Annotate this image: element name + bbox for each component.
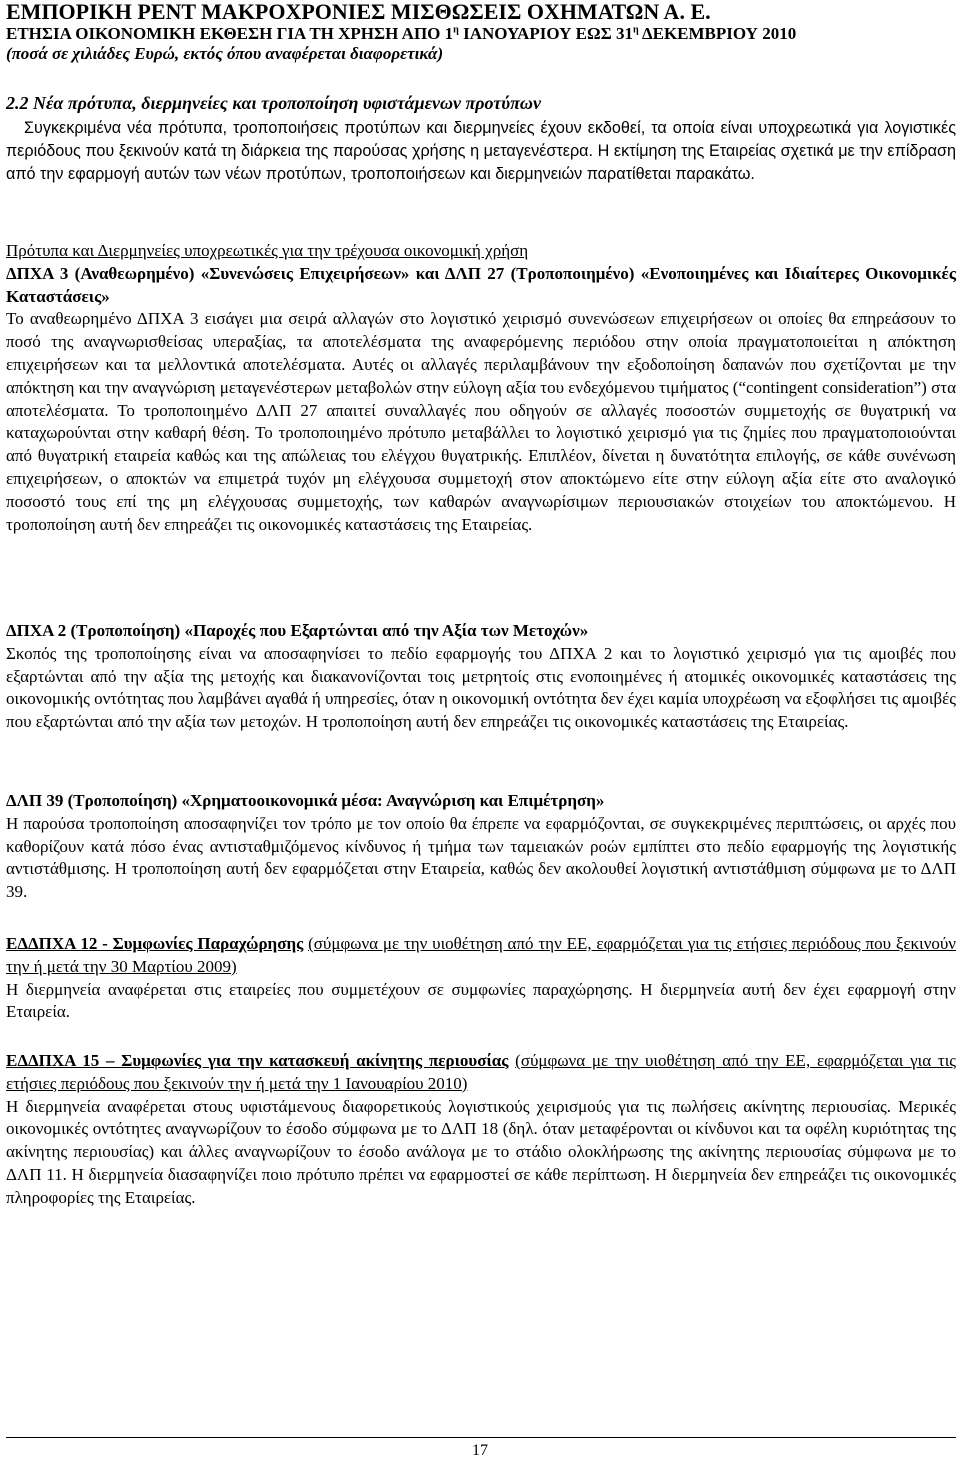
ifrs3-body: Το αναθεωρημένο ΔΠΧΑ 3 εισάγει μια σειρά αλλαγών στο λογιστικό χειρισμό συνενώσεων επιχειρήσεων οι οποίες θα επηρεάσουν το ποσό της αναγνωρισθείσας υπεραξίας, τα αποτελέσματα της αναφερόμενης περιόδου στην οποία πραγματοποιείται η απόκτηση επιχειρήσεων και τα μελλοντικά αποτελέσματα. Αυτές οι αλλαγές περιλαμβάνουν την εξοδοποίηση δαπανών που σχετίζονται με την απόκτηση και την αναγνώριση μεταγενέστερων μεταβολών στην εύλογη αξία του ενδεχόμενου τιμήματος (“contingent consideration”) στα αποτελέσματα. Το τροποποιημένο ΔΛΠ 27 απαιτεί συναλλαγές που οδηγούν σε αλλαγές ποσοστών συμμετοχής σε θυγατρική να καταχωρούνται στην καθαρή θέση. Το τροποποιημένο πρότυπο μεταβάλλει το λογιστικό χειρισμό για τις ζημίες που πραγματοποιούνται από θυγατρική εταιρεία καθώς και της απώλειας του ελέγχου θυγατρικής. Επιπλέον, δίνεται η δυνατότητα επιλογής, σε κάθε συνένωση επιχειρήσεων, ο αποκτών να επιμετρά τυχόν μη ελέγχουσα συμμετοχή στον αποκτώμενο είτε στην εύλογη αξία είτε στο αναλογικό ποσοστό τους επί της μη ελέγχουσας συμμετοχής, των καθαρών αναγνωρίσιμων περιουσιακών στοιχείων του αποκτώμενου. Η τροποποίηση αυτή δεν επηρεάζει τις οικονομικές καταστάσεις της Εταιρείας. [6, 309, 956, 534]
ias39-block [6, 790, 956, 904]
ias39-body: Η παρούσα τροποποίηση αποσαφηνίζει τον τρόπο με τον οποίο θα έπρεπε να εφαρμόζονται, σε συγκεκριμένες περιπτώσεις, οι αρχές που καθορίζουν κατά πόσο ένας αντισταθμιζόμενος κίνδυνος ή τμήμα των ταμειακών ροών εμπίπτει στο πεδίο εφαρμογής της λογιστικής αντιστάθμισης. Η τροποποίηση αυτή δεν εφαρμόζεται στην Εταιρεία, καθώς δεν ακολουθεί λογιστική αντιστάθμιση σύμφωνα με το ΔΛΠ 39. [6, 813, 956, 902]
mandatory-heading: Πρότυπα και Διερμηνείες υποχρεωτικές για την τρέχουσα οικονομική χρήση [6, 241, 529, 260]
ifrs2-body: Σκοπός της τροποποίησης είναι να αποσαφηνίσει το πεδίο εφαρμογής του ΔΠΧΑ 2 και το λογιστικό χειρισμό για τις αμοιβές που εξαρτώνται από την αξία της μετοχής και διακανονίζονται τοις μετρητοίς στις ενοποιημένες ή ατομικές οικονομικές καταστάσεις της οικονομικής οντότητας που λαμβάνει αγαθά ή υπηρεσίες, όταν η οικονομική οντότητα δεν έχει καμία υποχρέωση να εξοφλήσει τις αμοιβές που εξαρτώνται από την αξία των μετοχών. Η τροποποίηση αυτή δεν επηρεάζει τις οικονομικές καταστάσεις της Εταιρείας. [6, 643, 956, 732]
ifric12-title: ΕΔΔΠΧΑ 12 - Συμφωνίες Παραχώρησης [6, 934, 304, 953]
report-title-part-2: ΙΑΝΟΥΑΡΙΟΥ ΕΩΣ 31 [458, 24, 633, 43]
ifric15-endorsement: (σύμφωνα με την υιοθέτηση από την ΕΕ, εφαρμόζεται για τις ετήσιες περιόδους που ξεκινούν την ή μετά την 1 Ιανουαρίου 2010) [6, 1051, 957, 1093]
ordinal-superscript-2: η [632, 24, 639, 36]
ifric15-title: ΕΔΔΠΧΑ 15 – Συμφωνίες για την κατασκευή ακίνητης περιουσίας [6, 1051, 509, 1070]
ifric12-block [6, 933, 956, 1024]
ifrs2-block [6, 620, 956, 734]
amounts-note: (ποσά σε χιλιάδες Ευρώ, εκτός όπου αναφέρεται διαφορετικά) [6, 44, 444, 63]
ifric12-heading [6, 933, 956, 979]
ias39-title: ΔΛΠ 39 (Τροποποίηση) «Χρηματοοικονομικά μέσα: Αναγνώριση και Επιμέτρηση» [6, 791, 605, 810]
ifric15-block [6, 1050, 956, 1210]
ordinal-superscript-1: η [453, 24, 459, 36]
company-name: ΕΜΠΟΡΙΚΗ ΡΕΝΤ ΜΑΚΡΟΧΡΟΝΙΕΣ ΜΙΣΘΩΣΕΙΣ ΟΧΗΜΑΤΩΝ Α. Ε. [6, 0, 711, 24]
report-title [6, 24, 796, 44]
intro-paragraph: Συγκεκριμένα νέα πρότυπα, τροποποιήσεις προτύπων και διερμηνείες έχουν εκδοθεί, τα οποία είναι υποχρεωτικά για λογιστικές περιόδους που ξεκινούν κατά τη διάρκεια της παρούσας χρήσης η μεταγενέστερα. Η εκτίμηση της Εταιρείας σχετικά με την επίδραση από την εφαρμογή αυτών των νέων προτύπων, τροποποιήσεων και διερμηνειών παρατίθεται παρακάτω. [6, 119, 956, 183]
ifrs2-title: ΔΠΧΑ 2 (Τροποποίηση) «Παροχές που Εξαρτώνται από την Αξία των Μετοχών» [6, 621, 589, 640]
ifric12-body: Η διερμηνεία αναφέρεται στις εταιρείες που συμμετέχουν σε συμφωνίες παραχώρησης. Η διερμηνεία αυτή δεν έχει εφαρμογή στην Εταιρεία. [6, 979, 956, 1022]
report-title-part-1: ΕΤΗΣΙΑ ΟΙΚΟΝΟΜΙΚΗ ΕΚΘΕΣΗ ΓΙΑ ΤΗ ΧΡΗΣΗ ΑΠΟ 1 [6, 24, 454, 43]
ifric15-heading [6, 1050, 956, 1096]
footer-divider [6, 1437, 956, 1438]
report-title-part-3: ΔΕΚΕΜΒΡΙΟΥ 2010 [638, 24, 797, 43]
ifric12-endorsement: (σύμφωνα με την υιοθέτηση από την ΕΕ, εφαρμόζεται για τις ετήσιες περιόδους που ξεκινούν την ή μετά την 30 Μαρτίου 2009) [6, 934, 956, 976]
page-number: 17 [472, 1442, 488, 1459]
ifric15-body: Η διερμηνεία αναφέρεται στους υφιστάμενους διαφορετικούς λογιστικούς χειρισμούς για τις πωλήσεις ακίνητης περιουσίας. Μερικές οικονομικές οντότητες αναγνωρίζουν το έσοδο σύμφωνα με το ΔΛΠ 18 (δηλ. όταν μεταφέρονται οι κίνδυνοι και τα οφέλη κυριότητας της ακίνητης περιουσίας) και άλλες αναγνωρίζουν το έσοδο ανάλογα με το στάδιο ολοκλήρωσης της ακίνητης περιουσίας σύμφωνα με το ΔΛΠ 11. Η διερμηνεία διασαφηνίζει ποιο πρότυπο πρέπει να εφαρμοστεί σε κάθε περίπτωση. Η διερμηνεία δεν επηρεάζει τις οικονομικές πληροφορίες της Εταιρείας. [6, 1096, 956, 1207]
section-title: 2.2 Νέα πρότυπα, διερμηνείες και τροποποίηση υφιστάμενων προτύπων [6, 93, 541, 113]
ifrs3-title: ΔΠΧΑ 3 (Αναθεωρημένο) «Συνενώσεις Επιχειρήσεων» και ΔΛΠ 27 (Τροποποιημένο) «Ενοποιημένες και Ιδιαίτερες Οικονομικές Καταστάσεις» [6, 263, 956, 306]
ifrs3-block [6, 240, 956, 536]
section-intro [6, 117, 956, 186]
